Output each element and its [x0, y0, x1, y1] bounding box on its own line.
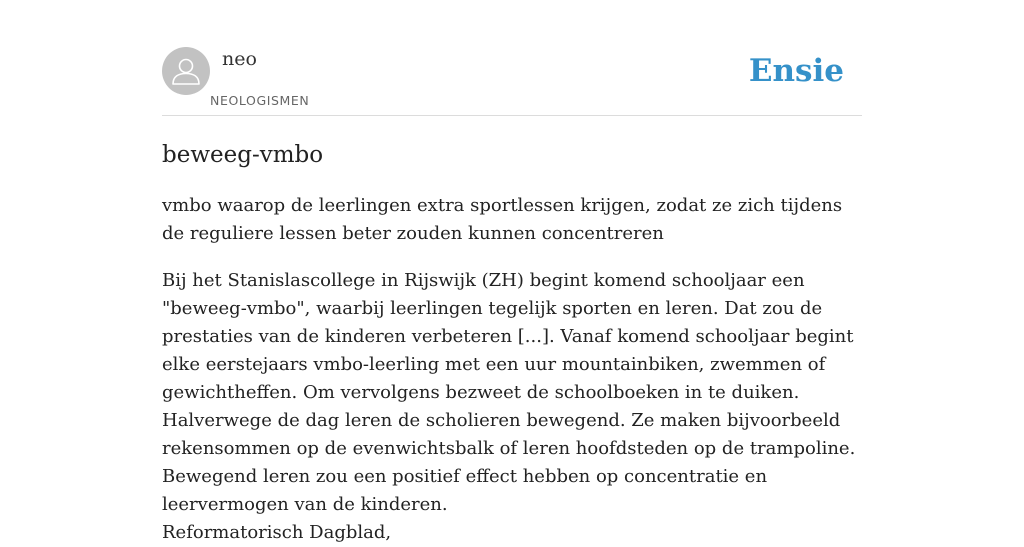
user-silhouette-icon: [162, 47, 210, 95]
entry-definition: vmbo waarop de leerlingen extra sportlessen krijgen, zodat ze zich tijdens de reguliere lessen beter zouden kunnen concentreren: [162, 195, 843, 244]
avatar[interactable]: [162, 47, 210, 95]
username[interactable]: neo: [222, 48, 257, 70]
example-text: Bij het Stanislascollege in Rijswijk (ZH) begint komend schooljaar een "beweeg-vmbo", waarbij leerlingen tegelijk sporten en leren. Dat zou de prestaties van de kinderen verbeteren [...]. Vanaf komend schooljaar begint elke eerstejaars vmbo-leerling met een uur mountainbiken, zwemmen of gewichtheffen. Om vervolgens bezweet de schoolboeken in te duiken. Halverwege de dag leren de scholieren bewegend. Ze maken bijvoorbeeld rekensommen op de evenwichtsbalk of leren hoofdsteden op de trampoline. Bewegend leren zou een positief effect hebben op concentratie en leervermogen van de kinderen.: [162, 270, 856, 515]
entry-example: [162, 267, 862, 547]
example-source: Reformatorisch Dagblad,: [162, 522, 392, 543]
entry-title: beweeg-vmbo: [162, 142, 324, 168]
ensie-logo[interactable]: Ensie: [748, 53, 844, 89]
header: [162, 47, 862, 116]
category-label[interactable]: NEOLOGISMEN: [210, 93, 310, 108]
